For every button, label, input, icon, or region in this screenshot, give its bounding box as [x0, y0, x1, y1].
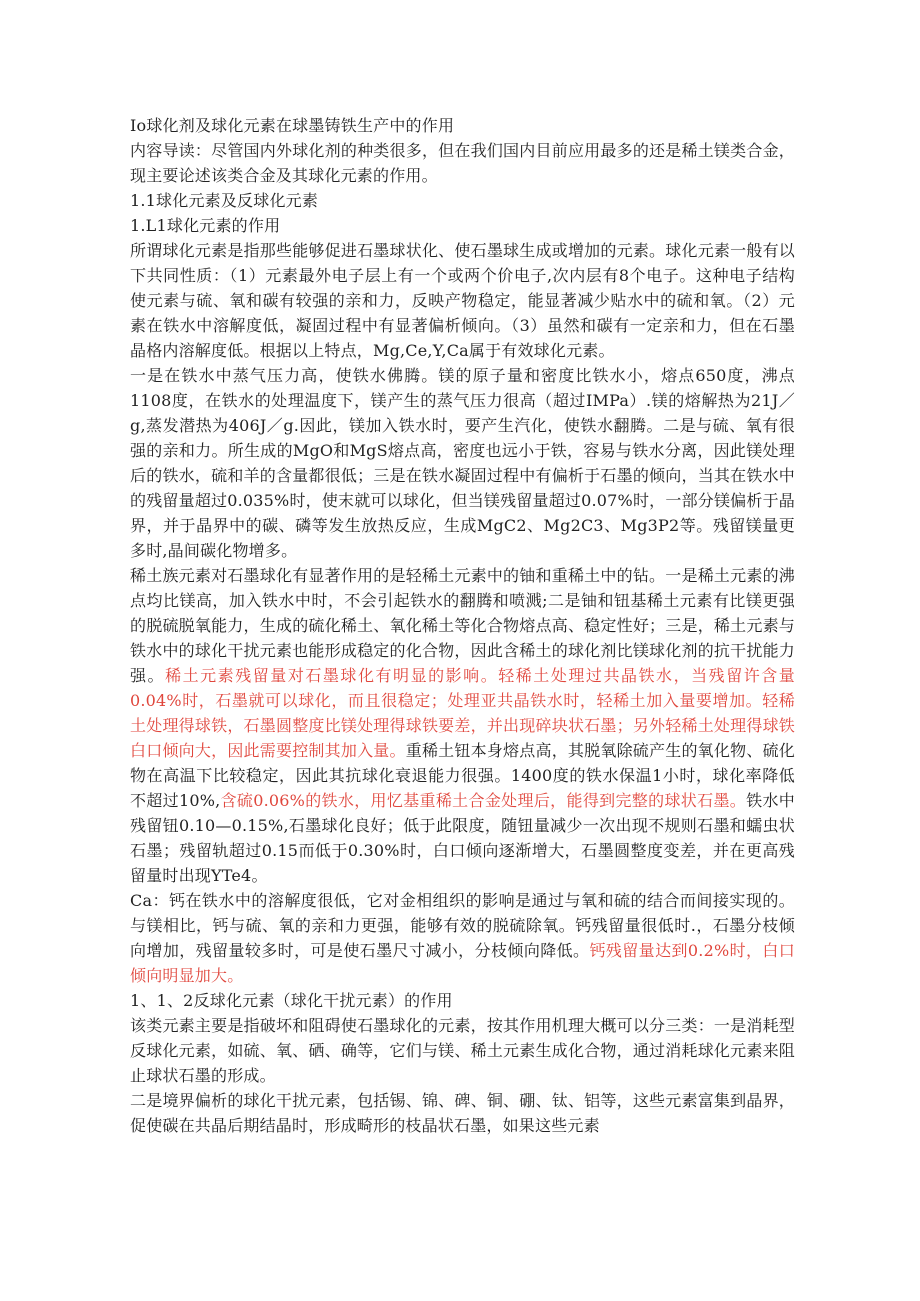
section-heading-1-1-1: 1.L1球化元素的作用	[130, 216, 281, 235]
paragraph-anti-spheroidizing-1: 该类元素主要是指破坏和阻碍使石墨球化的元素，按其作用机理大概可以分三类：一是消耗型反球化元素，如硫、氧、硒、确等，它们与镁、稀土元素生成化合物，通过消耗球化元素来阻止球状石墨的形成。	[130, 1016, 795, 1085]
section-heading-1-1: 1.1球化元素及反球化元素	[130, 191, 319, 210]
paragraph-anti-spheroidizing-2: 二是境界偏析的球化干扰元素，包括锡、锦、碑、铜、硼、钛、铝等，这些元素富集到晶界，促使碳在共晶后期结晶时，形成畸形的枝晶状石墨，如果这些元素	[130, 1091, 795, 1135]
intro-paragraph: 内容导读：尽管国内外球化剂的种类很多，但在我们国内目前应用最多的还是稀土镁类合金，现主要论述该类合金及其球化元素的作用。	[130, 141, 795, 185]
document-body	[130, 113, 795, 1138]
paragraph-rare-earth	[130, 563, 795, 888]
rare-earth-text-b: 重稀土钮本身熔点高，其脱氧除硫产生的氧化物、硫化物在高温下比较稳定，因此其抗球化衰退能力很强。1400度的铁水保温1小时，球化率降低不超过10%,	[130, 741, 795, 810]
rare-earth-highlight-b: 含硫0.06%的铁水，用忆基重稀土合金处理后，能得到完整的球状石墨。	[220, 791, 747, 810]
paragraph-calcium	[130, 888, 795, 988]
calcium-highlight: 钙残留量达到0.2%时，白口倾向明显加大。	[130, 941, 795, 985]
paragraph-spheroidizing-elements: 所谓球化元素是指那些能够促进石墨球状化、使石墨球生成或增加的元素。球化元素一般有以下共同性质：（1）元素最外电子层上有一个或两个价电子,次内层有8个电子。这种电子结构使元素与硫、氧和碳有较强的亲和力，反映产物稳定，能显著减少贴水中的硫和氧。（2）元素在铁水中溶解度低，凝固过程中有显著偏析倾向。（3）虽然和碳有一定亲和力，但在石墨晶格内溶解度低。根据以上特点，Mg,Ce,Y,Ca属于有效球化元素。	[130, 241, 795, 360]
calcium-text: Ca：钙在铁水中的溶解度很低，它对金相组织的影响是通过与氧和硫的结合而间接实现的。与镁相比，钙与硫、氧的亲和力更强，能够有效的脱硫除氧。钙残留量很低时.，石墨分枝倾向增加，残留量较多时，可是使石墨尺寸减小，分枝倾向降低。	[130, 891, 795, 960]
document-title: Io球化剂及球化元素在球墨铸铁生产中的作用	[130, 116, 455, 135]
section-heading-1-1-2: 1、1、2反球化元素（球化干扰元素）的作用	[130, 991, 453, 1010]
rare-earth-text-c: 铁水中残留钮0.10—0.15%,石墨球化良好；低于此限度，随钮量减少一次出现不规则石墨和蠕虫状石墨；残留轨超过0.15而低于0.30%时，白口倾向逐渐增大，石墨圆整度变差，并在更高残留量时出现YTe4。	[130, 791, 795, 885]
rare-earth-text-a: 稀土族元素对石墨球化有显著作用的是轻稀土元素中的铀和重稀土中的钻。一是稀土元素的沸点均比镁高，加入铁水中时，不会引起铁水的翻腾和喷溅;二是铀和钮基稀土元素有比镁更强的脱硫脱氧能力，生成的硫化稀土、氧化稀土等化合物熔点高、稳定性好；三是，稀土元素与铁水中的球化干扰元素也能形成稳定的化合物，因此含稀土的球化剂比镁球化剂的抗干扰能力强。	[130, 566, 795, 685]
rare-earth-highlight-a: 稀土元素残留量对石墨球化有明显的影响。轻稀土处理过共晶铁水，当残留许含量0.04%时，石墨就可以球化，而且很稳定；处理亚共晶铁水时，轻稀土加入量要增加。轻稀土处理得球铁，石墨圆整度比镁处理得球铁要差，并出现碎块状石墨；另外轻稀土处理得球铁白口倾向大，因此需要控制其加入量。	[130, 666, 795, 760]
paragraph-magnesium: 一是在铁水中蒸气压力高，使铁水佛腾。镁的原子量和密度比铁水小，熔点650度，沸点1108度，在铁水的处理温度下，镁产生的蒸气压力很高（超过IMPa）.镁的熔解热为21J／g,蒸发潜热为406J／g.因此，镁加入铁水时，要产生汽化，使铁水翻腾。二是与硫、氧有很强的亲和力。所生成的MgO和MgS熔点高，密度也远小于铁，容易与铁水分离，因此镁处理后的铁水，硫和羊的含量都很低；三是在铁水凝固过程中有偏析于石墨的倾向，当其在铁水中的残留量超过0.035%时，使末就可以球化，但当镁残留量超过0.07%时，一部分镁偏析于晶界，并于晶界中的碳、磷等发生放热反应，生成MgC2、Mg2C3、Mg3P2等。残留镁量更多时,晶间碳化物增多。	[130, 366, 795, 560]
